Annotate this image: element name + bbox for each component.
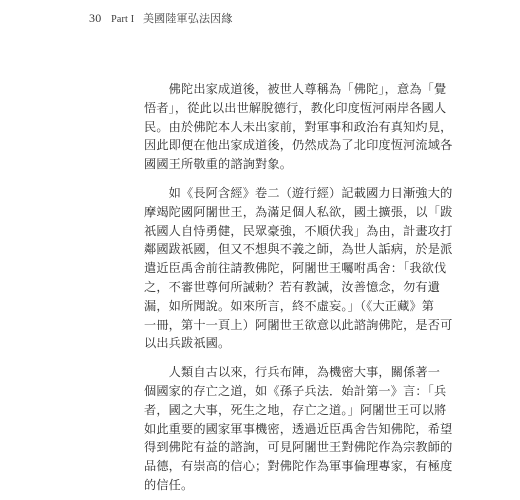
text-line: 佛陀出家成道後，被世人尊稱為「佛陀」，意為「覺: [144, 82, 447, 96]
text-line: 遣近臣禹舍前往請教佛陀，阿闍世王囑咐禹舍：「我欲伐: [144, 261, 447, 276]
text-line: 如《長阿含經》卷二（遊行經）記載國力日漸強大的: [144, 185, 453, 200]
text-line: 因此即便在他出家成道後，仍然成為了北印度恆河流域各: [144, 138, 453, 153]
running-header: [89, 10, 233, 26]
book-title: 美國陸軍弘法因緣: [142, 12, 233, 25]
text-line: 摩竭陀國阿闍世王，為滿足個人私欲，國土擴張，以「跋: [144, 204, 453, 219]
paragraph-3: [144, 363, 453, 495]
text-line: 漏，如所聞說。如來所言，終不虛妄。」（《大正藏》第: [144, 298, 435, 313]
text-line: 悟者」，從此以出世解脫德行，教化印度恆河兩岸各國人: [144, 100, 447, 115]
text-line: 鄰國跋祇國，但又不想與不義之師，為世人詬病，於是派: [144, 242, 453, 257]
paragraph-2: [144, 184, 453, 353]
text-line: 民。由於佛陀本人未出家前，對軍事和政治有真知灼見，: [144, 119, 453, 134]
text-line: 國國王所敬重的諮詢對象。: [144, 157, 293, 172]
text-line: 個國家的存亡之道，如《孫子兵法．始計第一》言：「兵: [144, 383, 447, 398]
text-line: 祇國人自恃勇健，民眾豪強，不順伏我」為由，計畫攻打: [144, 223, 453, 238]
part-label: Part I: [111, 14, 135, 25]
paragraph-1: [144, 80, 453, 174]
text-line: 以出兵跋祇國。: [144, 336, 231, 351]
text-line: 者，國之大事，死生之地，存亡之道。」阿闍世王可以將: [144, 402, 447, 417]
text-line: 一冊，第十一頁上）阿闍世王欲意以此諮詢佛陀，是否可: [144, 317, 453, 332]
text-line: 之，不審世尊何所誡勅？若有教誡，汝善憶念，勿有遺: [144, 279, 441, 294]
text-line: 如此重要的國家軍事機密，透過近臣禹舍告知佛陀，希望: [144, 421, 453, 436]
text-line: 的信任。: [144, 477, 194, 492]
text-line: 人類自古以來，行兵布陣，為機密大事，關係著一: [144, 365, 441, 380]
body-text: [144, 80, 453, 495]
text-line: 得到佛陀有益的諮詢，可見阿闍世王對佛陀作為宗教師的: [144, 440, 453, 455]
text-line: 品德，有崇高的信心；對佛陀作為軍事倫理專家，有極度: [144, 459, 453, 474]
page-number: 30: [89, 11, 102, 25]
